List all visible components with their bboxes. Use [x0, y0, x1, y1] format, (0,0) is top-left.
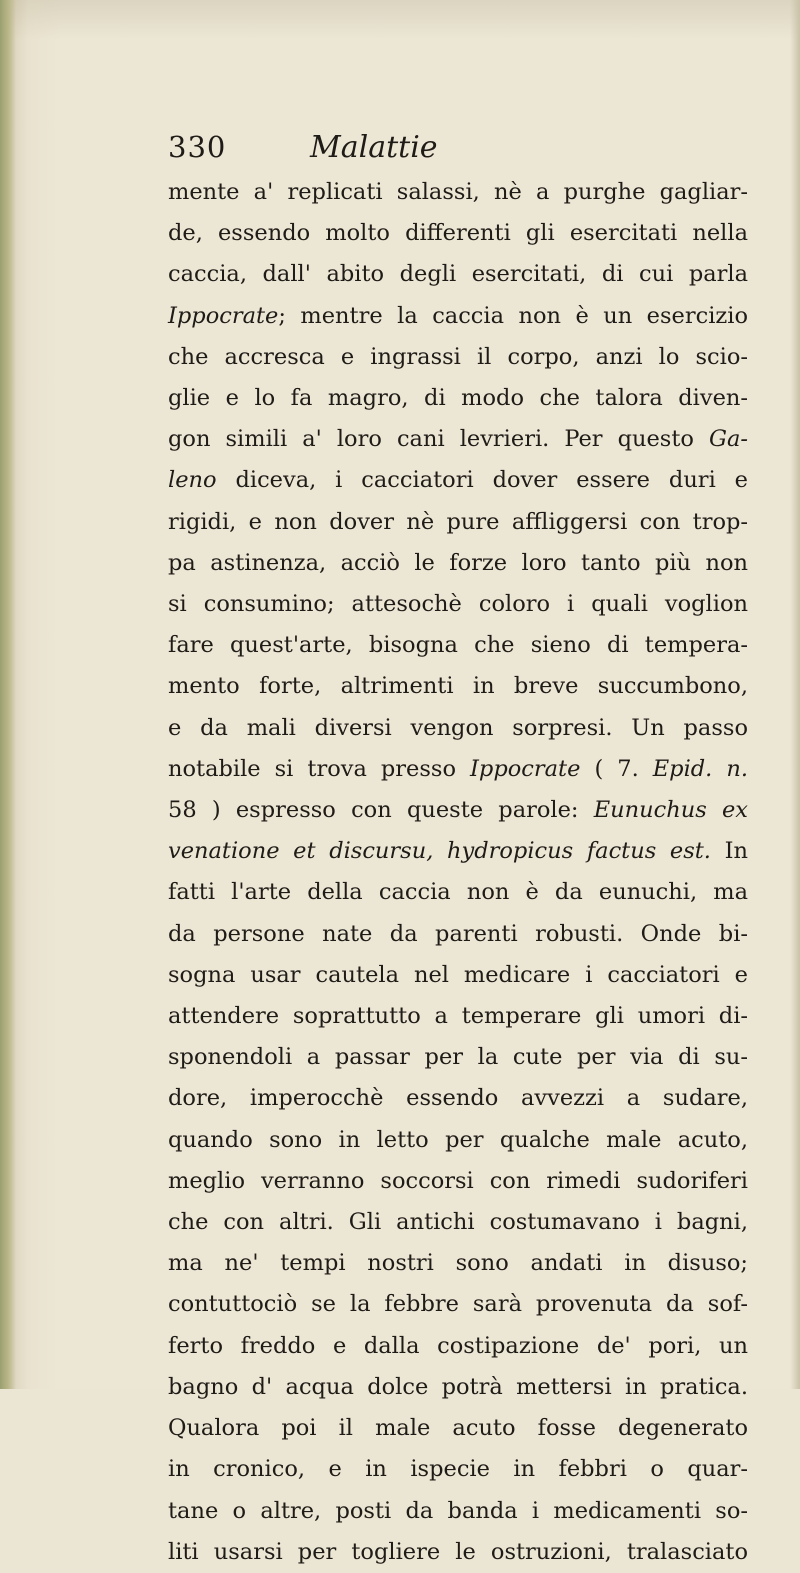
italic-text: Ippocrate — [470, 755, 581, 782]
page-left-edge — [0, 0, 16, 1389]
text-line — [168, 1284, 748, 1325]
text-line — [168, 543, 748, 584]
text-segment: sponendoli a passar per la cute per via di su- — [168, 1044, 748, 1071]
text-line — [168, 213, 748, 254]
text-line — [168, 584, 748, 625]
text-segment: da persone nate da parenti robusti. Onde bi- — [168, 920, 748, 947]
text-segment: attendere soprattutto a temperare gli umori di- — [168, 1003, 748, 1030]
text-segment: In — [710, 838, 749, 865]
text-segment: in cronico, e in ispecie in febbri o quar- — [168, 1456, 748, 1483]
text-line — [168, 872, 748, 913]
text-segment: ferto freddo e dalla costipazione de' pori, un — [168, 1332, 748, 1359]
text-line — [168, 419, 748, 460]
text-line — [168, 1367, 748, 1408]
text-line — [168, 1120, 748, 1161]
italic-text: Epid. n. — [652, 755, 748, 782]
text-line — [168, 666, 748, 707]
text-segment: pa astinenza, acciò le forze loro tanto più non — [168, 549, 748, 576]
text-segment: mento forte, altrimenti in breve succumbono, — [168, 673, 748, 700]
text-line — [168, 460, 748, 501]
text-segment: gon simili a' loro cani levrieri. Per questo — [168, 426, 709, 453]
page-number: 330 — [168, 130, 227, 164]
text-segment: ; mentre la caccia non è un esercizio — [278, 302, 748, 329]
text-segment: notabile si trova presso — [168, 755, 471, 782]
text-line — [168, 502, 748, 543]
text-segment: meglio verranno soccorsi con rimedi sudoriferi — [168, 1167, 748, 1194]
text-segment: sogna usar cautela nel medicare i cacciatori e — [168, 961, 748, 988]
text-line — [168, 254, 748, 295]
text-line — [168, 749, 748, 790]
text-segment: ma ne' tempi nostri sono andati in disuso; — [168, 1250, 748, 1277]
text-line — [168, 1326, 748, 1367]
text-segment: dore, imperocchè essendo avvezzi a sudare, — [168, 1085, 748, 1112]
text-segment: bagno d' acqua dolce potrà mettersi in pratica. — [168, 1373, 748, 1400]
italic-text: Eunuchus ex — [593, 797, 748, 824]
text-line — [168, 708, 748, 749]
text-line — [168, 996, 748, 1037]
text-segment: che con altri. Gli antichi costumavano i bagni, — [168, 1209, 748, 1236]
page-header — [168, 130, 748, 174]
text-segment: caccia, dall' abito degli esercitati, di cui parla — [168, 261, 748, 288]
text-line — [168, 1243, 748, 1284]
text-line — [168, 1037, 748, 1078]
page-right-edge — [790, 0, 800, 1389]
text-line — [168, 1161, 748, 1202]
text-line — [168, 1491, 748, 1532]
text-line — [168, 831, 748, 872]
text-segment: de, essendo molto differenti gli esercitati nella — [168, 220, 748, 247]
running-title: Malattie — [310, 130, 438, 165]
text-segment: contuttociò se la febbre sarà provenuta da sof- — [168, 1291, 748, 1318]
text-segment: che accresca e ingrassi il corpo, anzi lo scio- — [168, 343, 748, 370]
text-line — [168, 1532, 748, 1573]
text-segment: mente a' replicati salassi, nè a purghe gagliar- — [168, 179, 748, 205]
text-segment: fare quest'arte, bisogna che sieno di tempera- — [168, 632, 748, 659]
text-line — [168, 1078, 748, 1119]
text-segment: Qualora poi il male acuto fosse degenerato — [168, 1415, 748, 1442]
text-line — [168, 1408, 748, 1449]
text-line — [168, 1449, 748, 1490]
text-segment: rigidi, e non dover nè pure affliggersi con trop- — [168, 508, 748, 535]
italic-text: leno — [168, 467, 217, 494]
italic-text: Ippocrate — [168, 302, 279, 329]
text-segment: glie e lo fa magro, di modo che talora diven- — [168, 385, 748, 412]
text-segment: liti usarsi per togliere le ostruzioni, tralasciato — [168, 1538, 748, 1565]
text-line — [168, 790, 748, 831]
italic-text: venatione et discursu, hydropicus factus est. — [168, 838, 711, 865]
text-segment: e da mali diversi vengon sorpresi. Un passo — [168, 714, 748, 741]
text-segment: fatti l'arte della caccia non è da eunuchi, ma — [168, 879, 748, 906]
text-line — [168, 378, 748, 419]
text-line — [168, 625, 748, 666]
italic-text: Ga- — [709, 426, 748, 453]
text-line — [168, 337, 748, 378]
text-segment: diceva, i cacciatori dover essere duri e — [216, 467, 748, 494]
body-text — [168, 172, 748, 1573]
text-line — [168, 914, 748, 955]
text-segment: 58 ) espresso con queste parole: — [168, 797, 594, 824]
text-line — [168, 296, 748, 337]
text-segment: ( 7. — [580, 755, 653, 782]
text-segment: quando sono in letto per qualche male acuto, — [168, 1126, 748, 1153]
text-segment: si consumino; attesochè coloro i quali voglion — [168, 591, 748, 618]
text-line — [168, 172, 748, 213]
text-line — [168, 1202, 748, 1243]
text-line — [168, 955, 748, 996]
text-segment: tane o altre, posti da banda i medicamenti so- — [168, 1497, 748, 1524]
